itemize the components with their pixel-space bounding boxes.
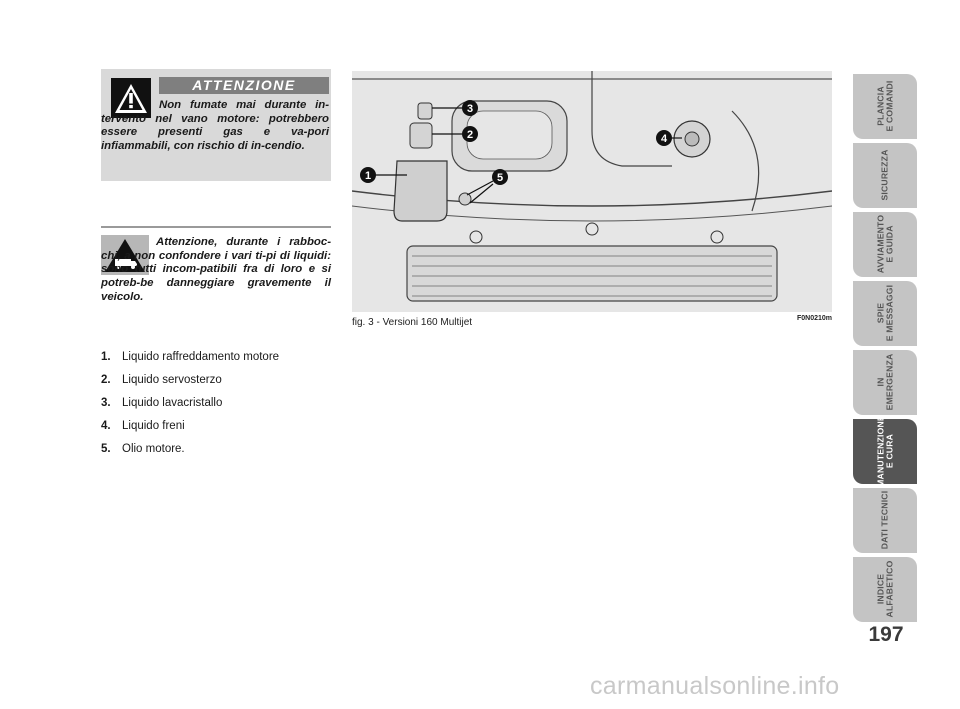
warning-title: ATTENZIONE — [159, 77, 329, 94]
list-item: 3. Liquido lavacristallo — [101, 397, 223, 409]
tab-manutenzione-e-cura[interactable]: MANUTENZIONE E CURA — [853, 419, 917, 484]
svg-text:3: 3 — [466, 103, 474, 115]
tab-avviamento-e-guida[interactable]: AVVIAMENTO E GUIDA — [853, 212, 917, 277]
svg-text:2: 2 — [466, 129, 474, 141]
svg-text:4: 4 — [660, 133, 668, 145]
page-number: 197 — [868, 623, 904, 646]
tab-plancia-e-comandi[interactable]: PLANCIA E COMANDI — [853, 74, 917, 139]
watermark: carmanualsonline.info — [590, 672, 840, 700]
warning-box — [101, 69, 331, 181]
note-text: Attenzione, durante i rabboc-chi, a non confondere i vari ti-pi di liquidi: sono tutti incom-patibili fra di loro e si potreb-be danneggiare gravemente il veicolo. — [101, 236, 331, 303]
tab-indice-alfabetico[interactable]: INDICE ALFABETICO — [853, 557, 917, 622]
list-item: 5. Olio motore. — [101, 443, 185, 455]
warning-text: Non fumate mai durante in-tervento nel vano motore: potrebbero essere presenti gas e va-pori infiammabili, con rischio di in-cendio. — [101, 99, 329, 152]
svg-text:1: 1 — [364, 170, 372, 182]
engine-bay-illustration — [352, 71, 832, 312]
tab-dati-tecnici[interactable]: DATI TECNICI — [853, 488, 917, 553]
list-item: 4. Liquido freni — [101, 420, 185, 432]
tab-spie-e-messaggi[interactable]: SPIE E MESSAGGI — [853, 281, 917, 346]
list-item: 1. Liquido raffreddamento motore — [101, 351, 280, 363]
list-item: 2. Liquido servosterzo — [101, 374, 222, 386]
svg-text:5: 5 — [496, 172, 504, 184]
tab-sicurezza[interactable]: SICUREZZA — [853, 143, 917, 208]
fluid-legend-list — [101, 349, 279, 464]
figure-code: F0N0210m — [797, 315, 833, 322]
engine-bay-figure — [352, 71, 832, 312]
figure-caption: fig. 3 - Versioni 160 Multijet — [352, 317, 473, 328]
tab-in-emergenza[interactable]: IN EMERGENZA — [853, 350, 917, 415]
section-divider — [101, 226, 331, 228]
